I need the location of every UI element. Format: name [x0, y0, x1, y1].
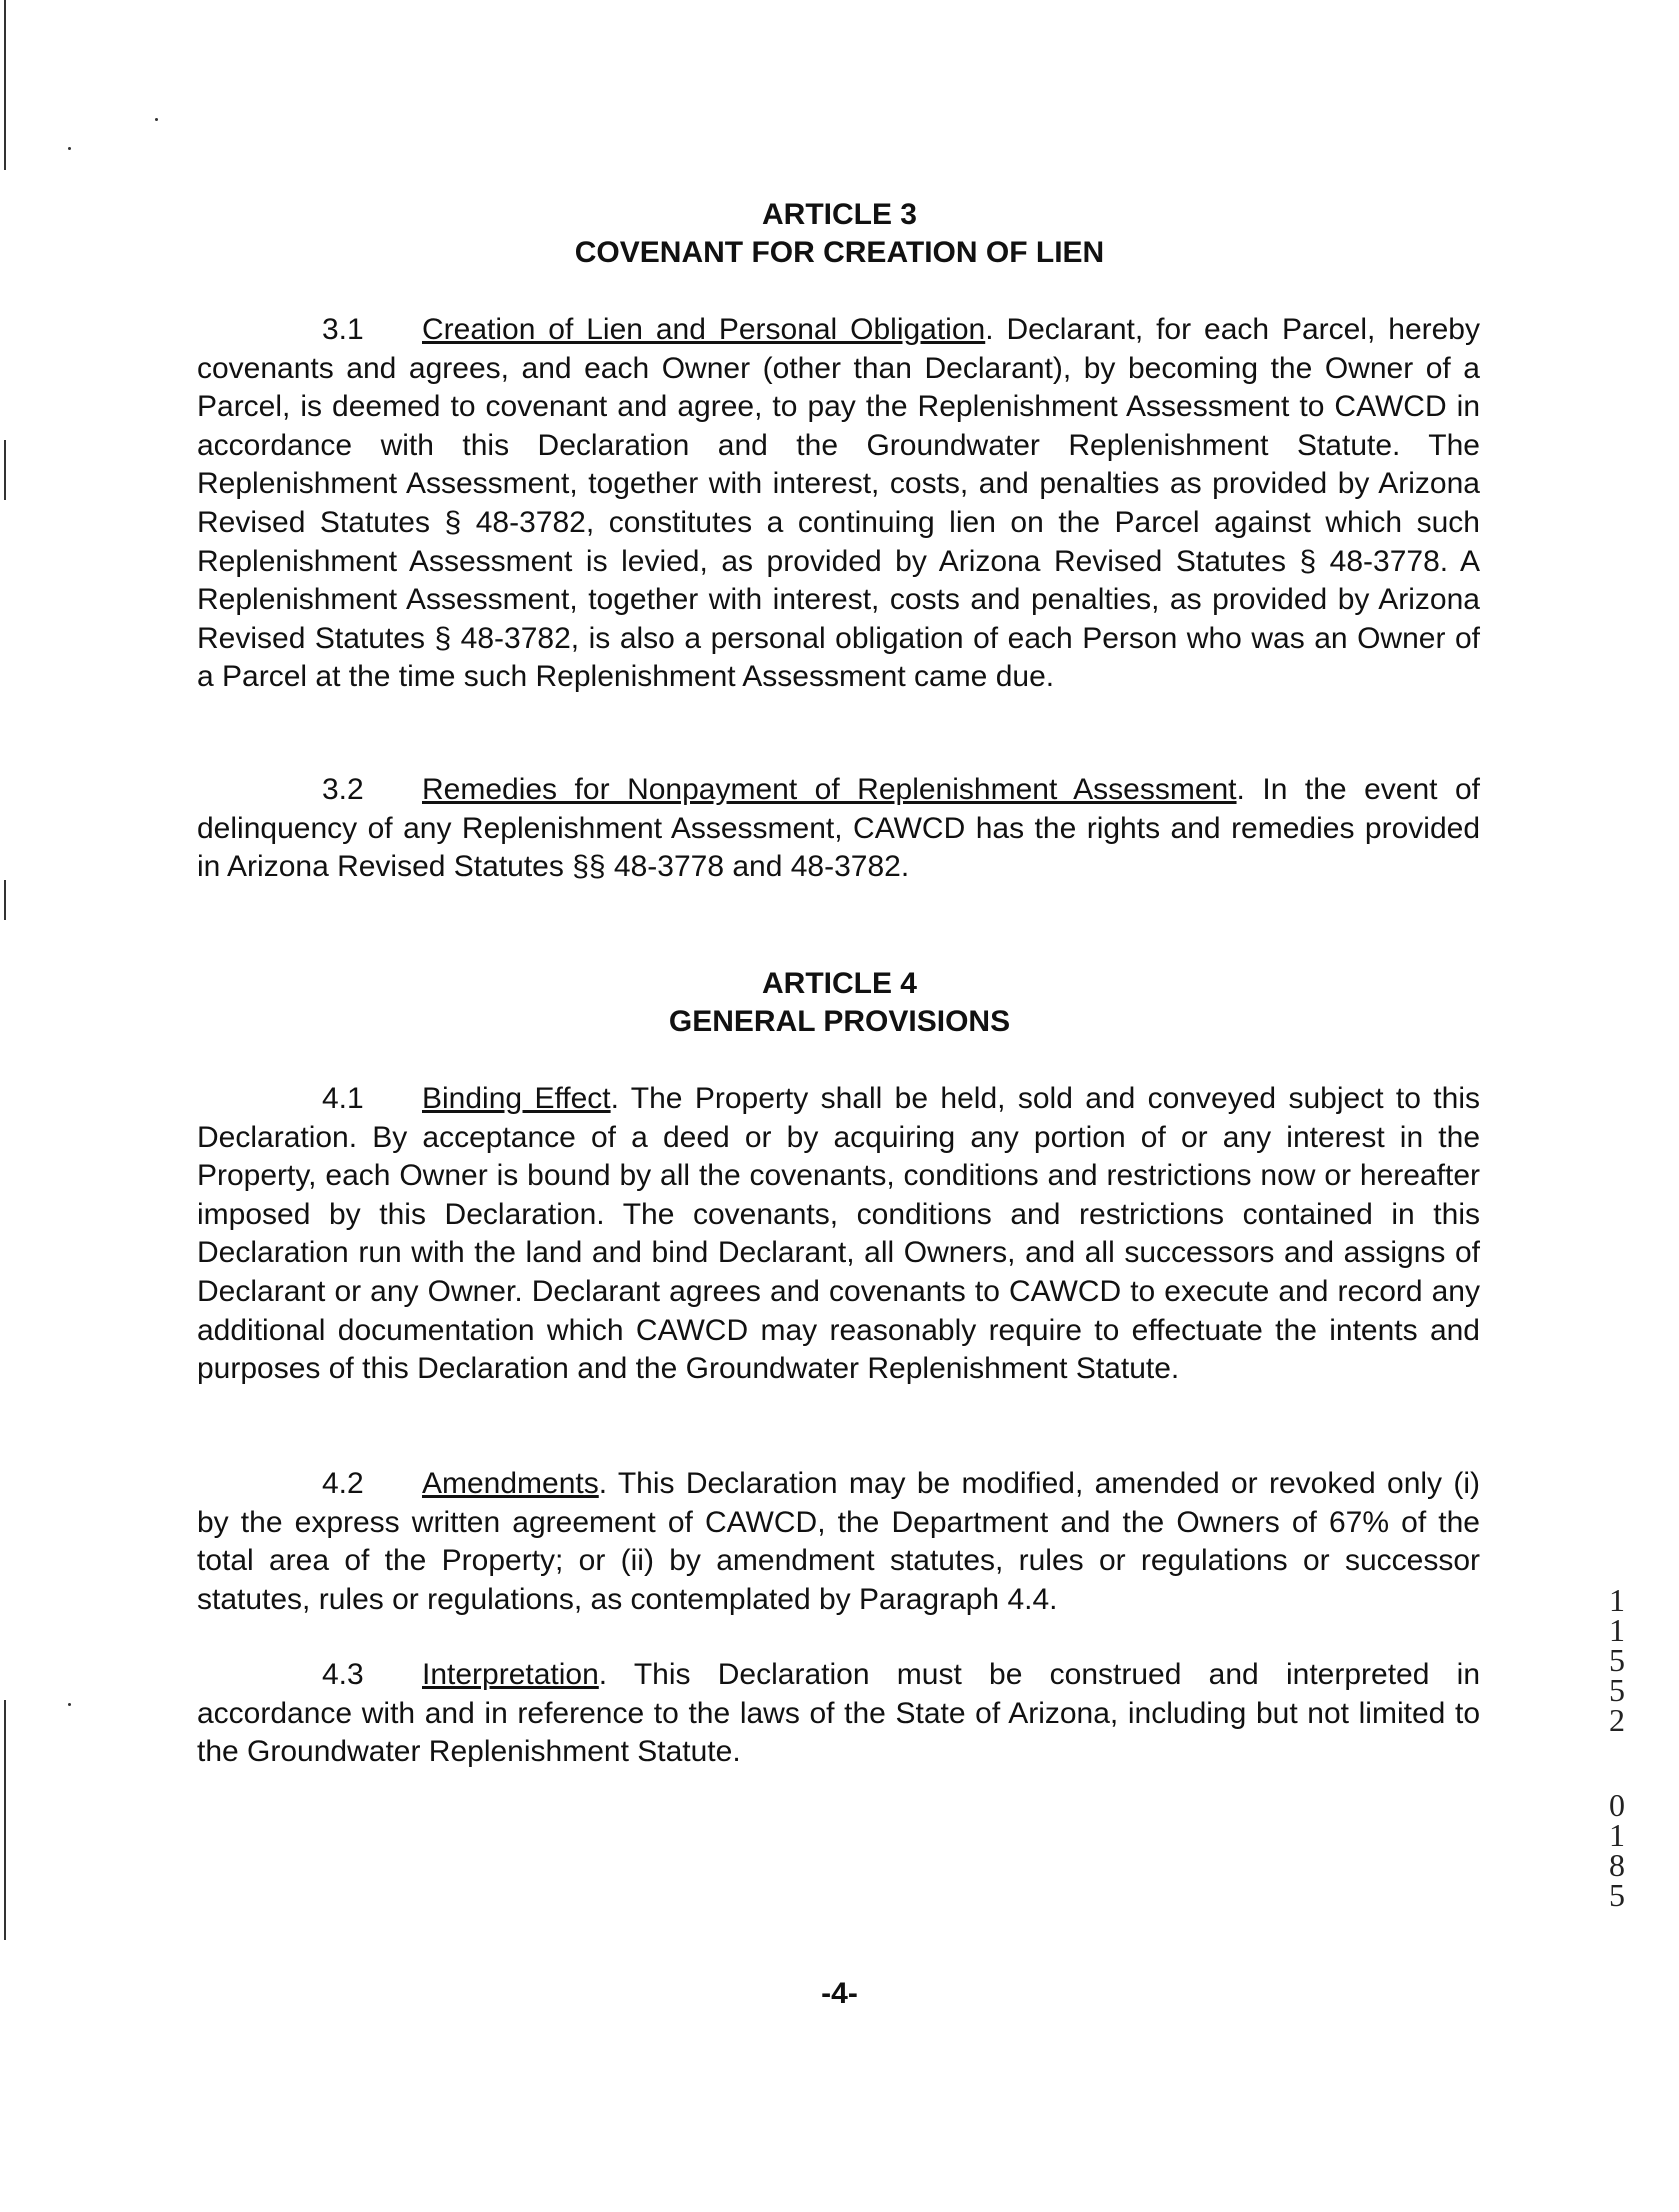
paragraph-number: 4.1	[322, 1082, 364, 1115]
paragraph-body: . In the event of delinquency of any Replenishment Assessment, CAWCD has the rights and remedies provided in Arizona Revised Statutes §§ 48-3778 and 48-3782.	[197, 773, 1480, 884]
paragraph-caption: Interpretation	[422, 1658, 599, 1691]
article-4-heading	[0, 965, 1679, 1041]
stamp-digit: 1	[1609, 1582, 1625, 1618]
recording-stamp-upper	[1600, 1582, 1634, 1738]
paragraph-body: . This Declaration may be modified, amended or revoked only (i) by the express written agreement of CAWCD, the Department and the Owners of 67% of the total area of the Property; or (ii) by amendment statutes, rules or regulations or successor statutes, rules or regulations, as contemplated by Paragraph 4.4.	[197, 1467, 1480, 1616]
scan-speck	[68, 1703, 71, 1706]
article-3-number: ARTICLE 3	[761, 198, 917, 231]
paragraph-caption: Creation of Lien and Personal Obligation	[422, 313, 986, 346]
article-4-number: ARTICLE 4	[761, 967, 917, 1000]
paragraph-3-2	[197, 771, 1480, 887]
stamp-digit: 5	[1609, 1672, 1625, 1708]
paragraph-caption: Remedies for Nonpayment of Replenishment Assessment	[422, 773, 1237, 806]
paragraph-caption: Amendments	[422, 1467, 599, 1500]
page-number: -4-	[821, 1977, 858, 2010]
stamp-digit: 1	[1609, 1612, 1625, 1648]
stamp-digit: 8	[1609, 1847, 1625, 1883]
scan-margin-line	[4, 880, 6, 920]
scan-speck	[155, 118, 158, 121]
scan-margin-line	[4, 440, 6, 500]
paragraph-number: 4.2	[322, 1467, 364, 1500]
paragraph-number: 4.3	[322, 1658, 364, 1691]
paragraph-number: 3.1	[322, 313, 364, 346]
paragraph-4-3	[197, 1656, 1480, 1772]
scan-margin-line	[4, 0, 6, 170]
article-3-title: COVENANT FOR CREATION OF LIEN	[574, 236, 1105, 269]
paragraph-body: . Declarant, for each Parcel, hereby covenants and agrees, and each Owner (other than Declarant), by becoming the Owner of a Parcel, is deemed to covenant and agree, to pay the Replenishment Assessment to CAWCD in accordance with this Declaration and the Groundwater Replenishment Statute. The Replenishment Assessment, together with interest, costs, and penalties as provided by Arizona Revised Statutes § 48-3782, constitutes a continuing lien on the Parcel against which such Replenishment Assessment is levied, as provided by Arizona Revised Statutes § 48-3778. A Replenishment Assessment, together with interest, costs and penalties, as provided by Arizona Revised Statutes § 48-3782, is also a personal obligation of each Person who was an Owner of a Parcel at the time such Replenishment Assessment came due.	[197, 313, 1480, 694]
paragraph-4-2	[197, 1465, 1480, 1619]
scan-margin-line	[4, 1700, 6, 1940]
recording-stamp-lower	[1600, 1787, 1634, 1913]
paragraph-4-1	[197, 1080, 1480, 1389]
paragraph-number: 3.2	[322, 773, 364, 806]
paragraph-3-1	[197, 311, 1480, 697]
scan-speck	[68, 147, 71, 150]
article-4-title: GENERAL PROVISIONS	[668, 1005, 1011, 1038]
article-3-heading	[0, 196, 1679, 272]
stamp-digit: 1	[1609, 1817, 1625, 1853]
stamp-digit: 5	[1609, 1877, 1625, 1913]
paragraph-caption: Binding Effect	[422, 1082, 611, 1115]
paragraph-body: . This Declaration must be construed and interpreted in accordance with and in reference to the laws of the State of Arizona, including but not limited to the Groundwater Replenishment Statute.	[197, 1658, 1480, 1769]
paragraph-body: . The Property shall be held, sold and conveyed subject to this Declaration. By acceptance of a deed or by acquiring any portion of or any interest in the Property, each Owner is bound by all the covenants, conditions and restrictions now or hereafter imposed by this Declaration. The covenants, conditions and restrictions contained in this Declaration run with the land and bind Declarant, all Owners, and all successors and assigns of Declarant or any Owner. Declarant agrees and covenants to CAWCD to execute and record any additional documentation which CAWCD may reasonably require to effectuate the intents and purposes of this Declaration and the Groundwater Replenishment Statute.	[197, 1082, 1480, 1386]
stamp-digit: 0	[1609, 1787, 1625, 1823]
stamp-digit: 2	[1609, 1702, 1625, 1738]
stamp-digit: 5	[1609, 1642, 1625, 1678]
